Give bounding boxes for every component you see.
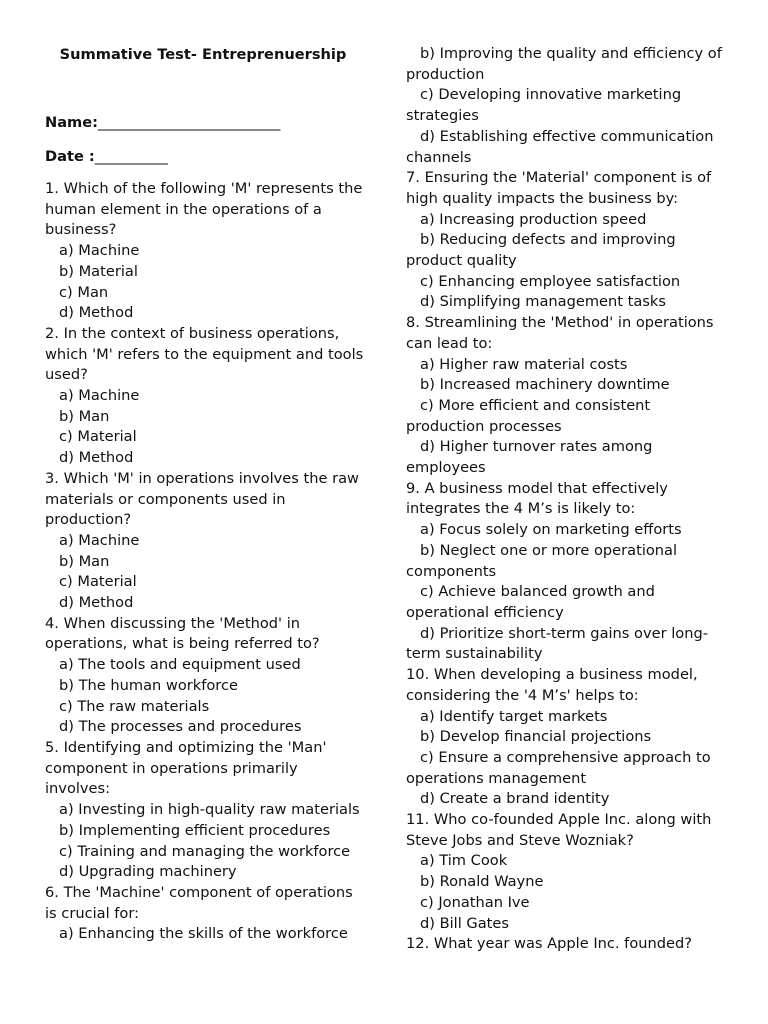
option: c) Material	[59, 428, 137, 446]
option: b) Man	[59, 407, 110, 425]
option: d) Bill Gates	[420, 914, 509, 932]
option: a) Machine	[59, 242, 140, 260]
option: c) Material	[59, 573, 137, 591]
option: a) The tools and equipment used	[59, 656, 301, 674]
option: b) Neglect one or more operational components	[406, 541, 678, 580]
question-text: 12. What year was Apple Inc. founded?	[406, 935, 693, 953]
date-label: Date :	[45, 148, 95, 165]
option: d) Create a brand identity	[420, 790, 610, 808]
question-text: 11. Who co-founded Apple Inc. along with Steve Jobs and Steve Wozniak?	[406, 811, 712, 849]
option: b) Material	[59, 262, 138, 280]
question-1	[45, 179, 367, 324]
option: a) Tim Cook	[420, 852, 508, 870]
question-2	[45, 324, 367, 469]
name-label: Name:	[45, 114, 99, 131]
right-column	[406, 0, 726, 955]
option: a) Focus solely on marketing efforts	[420, 521, 682, 539]
option: c) Achieve balanced growth and operational efficiency	[406, 583, 655, 621]
question-text: 10. When developing a business model, considering the '4 M’s' helps to:	[406, 666, 698, 704]
option: c) Jonathan Ive	[420, 893, 530, 911]
name-field	[45, 113, 367, 147]
option: d) Establishing effective communication channels	[406, 127, 714, 166]
option: d) Higher turnover rates among employees	[406, 438, 653, 477]
question-3	[45, 469, 367, 614]
option: d) Prioritize short-term gains over long-term sustainability	[406, 624, 708, 663]
option: a) Machine	[59, 387, 140, 405]
question-8	[406, 313, 726, 479]
option: c) More efficient and consistent production processes	[406, 396, 651, 435]
name-blank[interactable]: _________________________	[98, 114, 281, 131]
left-column	[45, 0, 367, 945]
option: d) The processes and procedures	[59, 718, 302, 736]
option: b) Develop financial projections	[420, 728, 652, 746]
question-text: 8. Streamlining the 'Method' in operations can lead to:	[406, 314, 714, 352]
question-5	[45, 738, 367, 883]
date-blank[interactable]: __________	[94, 148, 168, 165]
question-text: 3. Which 'M' in operations involves the raw materials or components used in production?	[45, 469, 359, 529]
question-12	[406, 934, 726, 955]
question-6	[45, 883, 367, 945]
option: b) The human workforce	[59, 676, 238, 694]
question-9	[406, 479, 726, 665]
question-11	[406, 810, 726, 934]
option: c) The raw materials	[59, 697, 210, 715]
option: d) Method	[59, 449, 134, 467]
option: c) Developing innovative marketing strategies	[406, 86, 682, 125]
option: a) Machine	[59, 531, 140, 549]
option: a) Identify target markets	[420, 707, 608, 725]
option: b) Implementing efficient procedures	[59, 821, 331, 839]
option: b) Increased machinery downtime	[420, 376, 670, 394]
option: a) Increasing production speed	[420, 210, 647, 228]
option: c) Ensure a comprehensive approach to operations management	[406, 748, 711, 787]
option: b) Improving the quality and efficiency of production	[406, 45, 722, 83]
question-text: 6. The 'Machine' component of operations is crucial for:	[45, 883, 353, 922]
option: d) Method	[59, 304, 134, 322]
question-text: 9. A business model that effectively integrates the 4 M’s is likely to:	[406, 479, 668, 518]
question-7	[406, 168, 726, 313]
question-4	[45, 614, 367, 738]
page-title: Summative Test- Entreprenuership	[59, 46, 347, 63]
question-6-continued	[406, 44, 726, 168]
option: c) Man	[59, 283, 109, 301]
question-text: 7. Ensuring the 'Material' component is of high quality impacts the business by:	[406, 169, 712, 207]
option: a) Enhancing the skills of the workforce	[59, 925, 348, 943]
question-text: 1. Which of the following 'M' represents the human element in the operations of a business?	[45, 180, 363, 239]
option: b) Reducing defects and improving product quality	[406, 231, 676, 270]
date-field	[45, 147, 367, 179]
question-text: 5. Identifying and optimizing the 'Man' component in operations primarily involves:	[45, 738, 327, 798]
option: d) Simplifying management tasks	[420, 293, 666, 311]
option: d) Upgrading machinery	[59, 863, 237, 881]
question-text: 4. When discussing the 'Method' in operations, what is being referred to?	[45, 614, 320, 653]
option: b) Ronald Wayne	[420, 873, 544, 891]
question-10	[406, 665, 726, 810]
option: d) Method	[59, 594, 134, 612]
option: b) Man	[59, 552, 110, 570]
question-text: 2. In the context of business operations, which 'M' refers to the equipment and tools used?	[45, 324, 364, 384]
option: a) Higher raw material costs	[420, 355, 628, 373]
option: c) Enhancing employee satisfaction	[420, 272, 681, 290]
option: c) Training and managing the workforce	[59, 842, 351, 860]
option: a) Investing in high-quality raw materials	[59, 801, 360, 819]
